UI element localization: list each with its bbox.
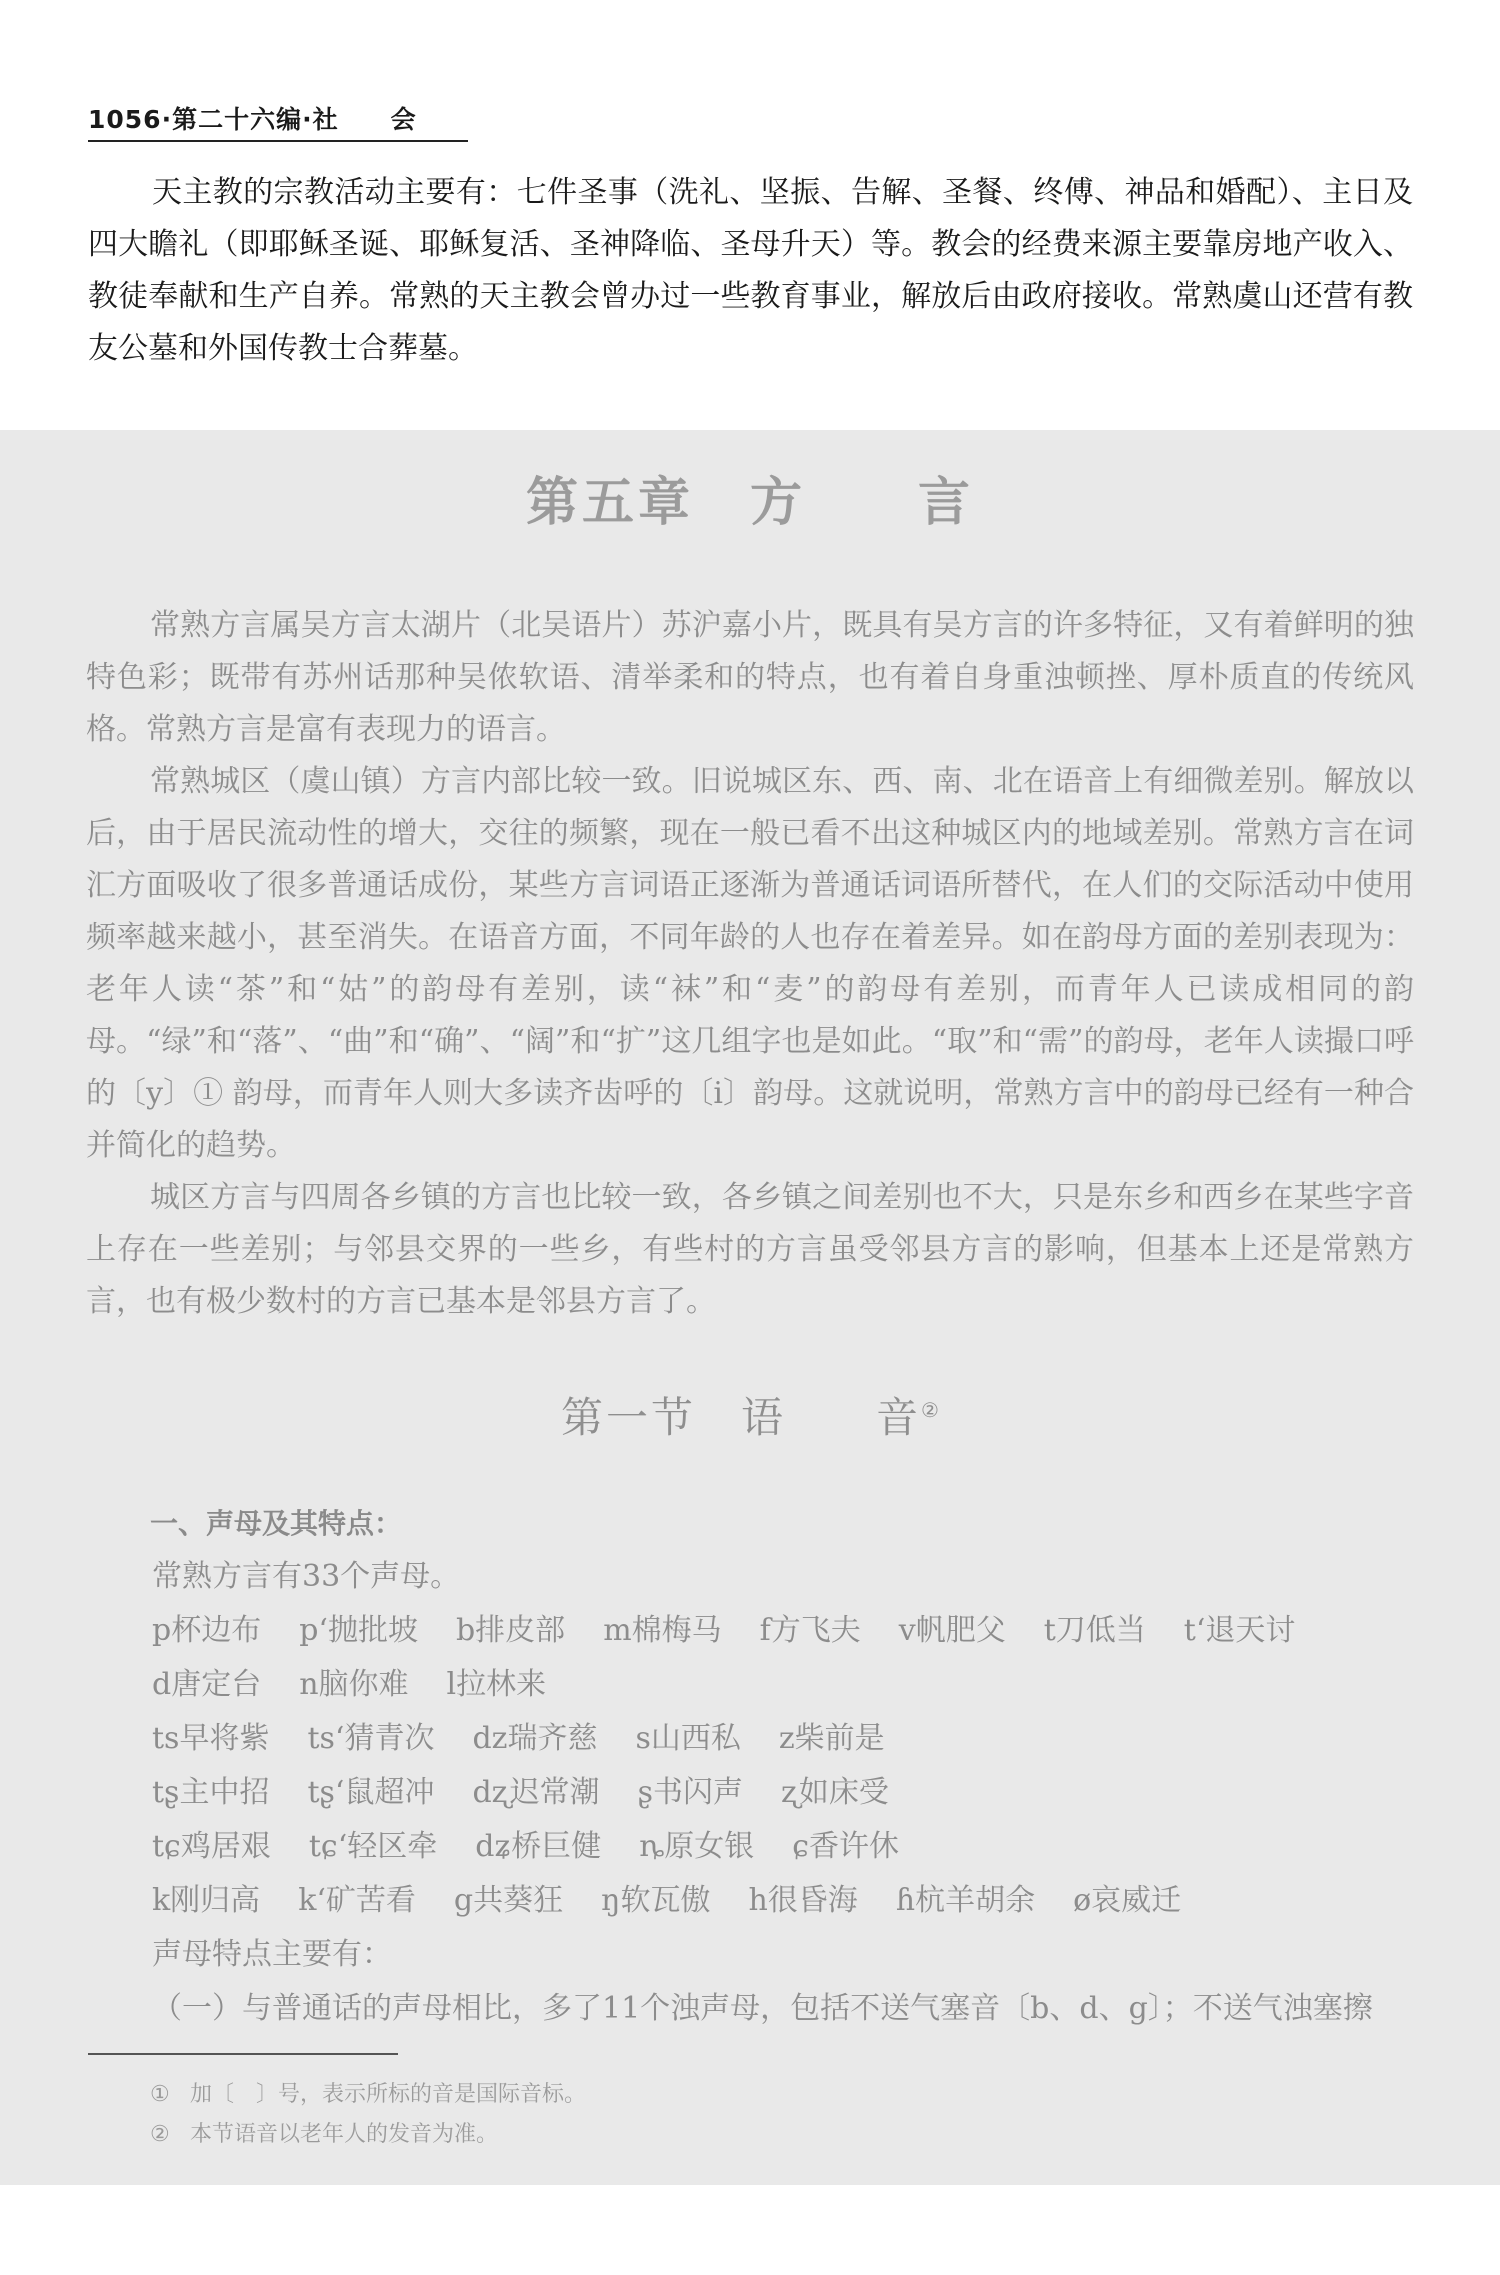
initial-item: ŋ软瓦傲: [601, 1883, 711, 1918]
initial-item: f方飞夫: [759, 1613, 861, 1648]
initial-item: d唐定台: [152, 1667, 262, 1702]
footnote-text: 本节语音以老年人的发音为准。: [190, 2122, 499, 2147]
initial-item: ø哀威迁: [1073, 1883, 1182, 1918]
footnote-mark: ①: [150, 2082, 170, 2107]
initial-item: g共葵狂: [453, 1883, 564, 1918]
initial-item: kʻ矿苦看: [298, 1883, 416, 1918]
initial-item: k刚归高: [152, 1883, 261, 1918]
initials-row: [152, 1766, 1422, 1820]
initial-item: n脑你难: [299, 1667, 409, 1702]
initial-item: z柴前是: [778, 1721, 885, 1756]
initial-item: l拉林来: [446, 1667, 547, 1702]
initial-item: dz瑞齐慈: [472, 1721, 598, 1756]
initial-item: ʐ如床受: [780, 1775, 889, 1810]
initials-heading: 一、声母及其特点：: [150, 1507, 403, 1540]
initial-item: b排皮部: [455, 1613, 566, 1648]
initial-item: tɕ鸡居艰: [152, 1829, 271, 1864]
section-title: [0, 1385, 1500, 1445]
initials-row: [152, 1874, 1422, 1928]
paragraph: 城区方言与四周各乡镇的方言也比较一致，各乡镇之间差别也不大，只是东乡和西乡在某些字音上存在一些差别；与邻县交界的一些乡，有些村的方言虽受邻县方言的影响，但基本上还是常熟方言，也有极少数村的方言已基本是邻县方言了。: [86, 1180, 1414, 1319]
initials-row: [152, 1820, 1422, 1874]
footnotes: [150, 2075, 1350, 2155]
features-heading: 声母特点主要有：: [152, 1937, 392, 1972]
page-header: [88, 100, 468, 142]
initial-item: tʻ退天讨: [1183, 1613, 1296, 1648]
initial-item: ȵ原女银: [639, 1829, 755, 1864]
initial-item: pʻ抛批坡: [299, 1613, 418, 1648]
initial-item: tʂʻ鼠超冲: [307, 1775, 435, 1810]
footnote-rule: [88, 2053, 398, 2055]
paragraph: 常熟方言属吴方言太湖片（北吴语片）苏沪嘉小片，既具有吴方言的许多特征，又有着鲜明的独特色彩；既带有苏州话那种吴侬软语、清举柔和的特点，也有着自身重浊顿挫、厚朴质直的传统风格。常熟方言是富有表现力的语言。: [86, 608, 1414, 747]
initial-item: m棉梅马: [603, 1613, 722, 1648]
chapter-title: 第五章 方 言: [525, 472, 974, 533]
count-line: 常熟方言有33个声母。: [152, 1559, 461, 1594]
initial-item: t刀低当: [1043, 1613, 1146, 1648]
initial-item: ts早将紫: [152, 1721, 270, 1756]
feature-item: （一）与普通话的声母相比，多了11个浊声母，包括不送气塞音〔b、d、g〕；不送气浊塞擦: [152, 1991, 1373, 2026]
initials-list: [152, 1550, 1422, 2036]
initials-row: [152, 1604, 1422, 1658]
initial-item: tsʻ猜青次: [307, 1721, 435, 1756]
chapter-body: [86, 600, 1414, 1328]
initial-item: p杯边布: [152, 1613, 262, 1648]
initial-item: v帆肥父: [898, 1613, 1006, 1648]
footnote: [150, 2075, 1350, 2115]
initial-item: tʂ主中招: [152, 1775, 270, 1810]
footnote-text: 加〔 〕号，表示所标的音是国际音标。: [190, 2082, 587, 2107]
initial-item: ɕ香许休: [792, 1829, 900, 1864]
intro-paragraph: 天主教的宗教活动主要有：七件圣事（洗礼、坚振、告解、圣餐、终傅、神品和婚配）、主日及四大瞻礼（即耶稣圣诞、耶稣复活、圣神降临、圣母升天）等。教会的经费来源主要靠房地产收入、教徒奉献和生产自养。常熟的天主教会曾办过一些教育事业，解放后由政府接收。常熟虞山还营有教友公墓和外国传教士合葬墓。: [88, 175, 1413, 366]
initial-item: ɦ杭羊胡余: [895, 1883, 1036, 1918]
initial-item: dʐ迟常潮: [472, 1775, 600, 1810]
footnote-ref: ②: [921, 1398, 939, 1422]
initial-item: dʑ桥巨健: [475, 1829, 602, 1864]
running-title: ·第二十六编·社 会: [161, 105, 417, 134]
footnote: [150, 2115, 1350, 2155]
initials-row: [152, 1712, 1422, 1766]
initial-item: tɕʻ轻区牵: [308, 1829, 438, 1864]
initials-row: [152, 1658, 1422, 1712]
paragraph: 常熟城区（虞山镇）方言内部比较一致。旧说城区东、西、南、北在语音上有细微差别。解放以后，由于居民流动性的增大，交往的频繁，现在一般已看不出这种城区内的地域差别。常熟方言在词汇方面吸收了很多普通话成份，某些方言词语正逐渐为普通话词语所替代，在人们的交际活动中使用频率越来越小，甚至消失。在语音方面，不同年龄的人也存在着差异。如在韵母方面的差别表现为：老年人读“茶”和“姑”的韵母有差别，读“袜”和“麦”的韵母有差别，而青年人已读成相同的韵母。“绿”和“落”、“曲”和“确”、“阔”和“扩”这几组字也是如此。“取”和“需”的韵母，老年人读撮口呼的〔y〕① 韵母，而青年人则大多读齐齿呼的〔i〕韵母。这就说明，常熟方言中的韵母已经有一种合并简化的趋势。: [86, 764, 1414, 1163]
footnote-mark: ②: [150, 2122, 170, 2147]
page-number: 1056: [88, 105, 162, 134]
section-title-text: 第一节 语 音: [561, 1393, 922, 1442]
initial-item: ʂ书闪声: [637, 1775, 743, 1810]
initial-item: s山西私: [635, 1721, 741, 1756]
initial-item: h很昏海: [748, 1883, 858, 1918]
